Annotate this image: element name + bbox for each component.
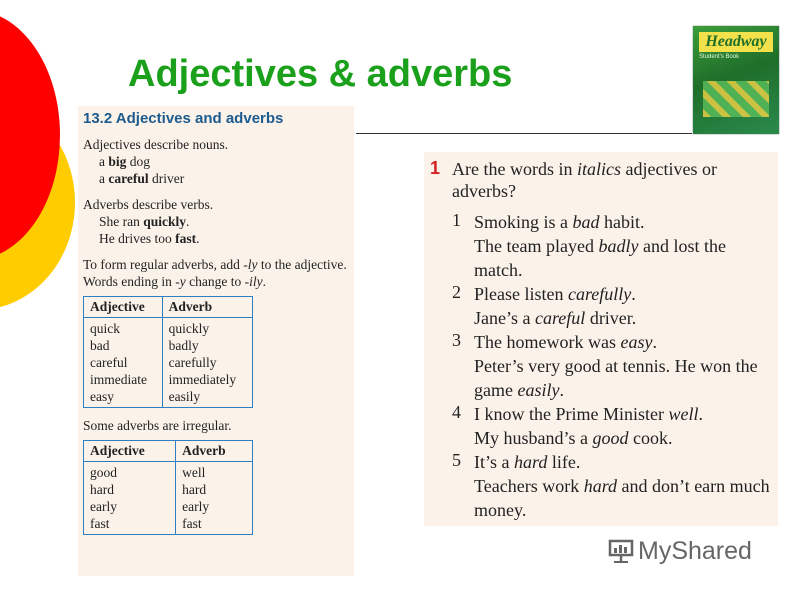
adverbs-rule: Adverbs describe verbs. — [83, 197, 214, 212]
grammar-reference-panel — [78, 106, 354, 576]
book-cover-subtitle: Student's Book — [699, 54, 740, 60]
irregular-adverbs-table — [83, 440, 253, 535]
exercise-panel — [424, 152, 778, 526]
exercise-question: Are the words in italics adjectives or adverbs? — [452, 159, 717, 201]
exercise-item: 5 It’s a hard life. Teachers work hard and don’t earn much money. — [452, 450, 770, 520]
table-header: Adverb — [162, 297, 252, 318]
table-header: Adjective — [84, 297, 163, 318]
adjective-column: good hard early fast — [84, 462, 176, 535]
adverb-column: quickly badly carefully immediately easily — [162, 318, 252, 408]
presentation-board-icon — [608, 539, 634, 563]
exercise-item: 3 The homework was easy. Peter’s very good at tennis. He won the game easily. — [452, 330, 758, 400]
formation-rule: To form regular adverbs, add -ly to the adjective. — [83, 257, 347, 272]
example-line: She ran quickly. — [99, 214, 190, 229]
example-line: a big dog — [99, 154, 151, 169]
irregular-note: Some adverbs are irregular. — [83, 418, 232, 433]
book-cover-title: Headway — [699, 32, 773, 52]
table-header: Adverb — [176, 441, 253, 462]
formation-rule-y: Words ending in -y change to -ily. — [83, 274, 267, 289]
adjectives-rule: Adjectives describe nouns. — [83, 137, 229, 152]
section-title: 13.2 Adjectives and adverbs — [83, 110, 284, 127]
exercise-item: 2 Please listen carefully. Jane’s a careful driver. — [452, 282, 637, 328]
exercise-heading — [430, 158, 770, 202]
exercise-number: 1 — [430, 158, 441, 178]
exercise-item: 4 I know the Prime Minister well. My husband’s a good cook. — [452, 402, 703, 448]
example-line: a careful driver — [99, 171, 185, 186]
adverb-column: well hard early fast — [176, 462, 253, 535]
book-cover-artwork — [703, 81, 769, 117]
title-underline — [356, 133, 692, 134]
example-line: He drives too fast. — [99, 231, 200, 246]
exercise-item: 1 Smoking is a bad habit. The team played badly and lost the match. — [452, 210, 726, 280]
table-header: Adjective — [84, 441, 176, 462]
book-cover-image — [693, 26, 779, 134]
slide-title: Adjectives & adverbs — [128, 53, 513, 95]
regular-adverbs-table — [83, 296, 253, 408]
adjective-column: quick bad careful immediate easy — [84, 318, 163, 408]
logo-text: MyShared — [638, 536, 752, 565]
myshared-logo[interactable] — [608, 536, 752, 572]
